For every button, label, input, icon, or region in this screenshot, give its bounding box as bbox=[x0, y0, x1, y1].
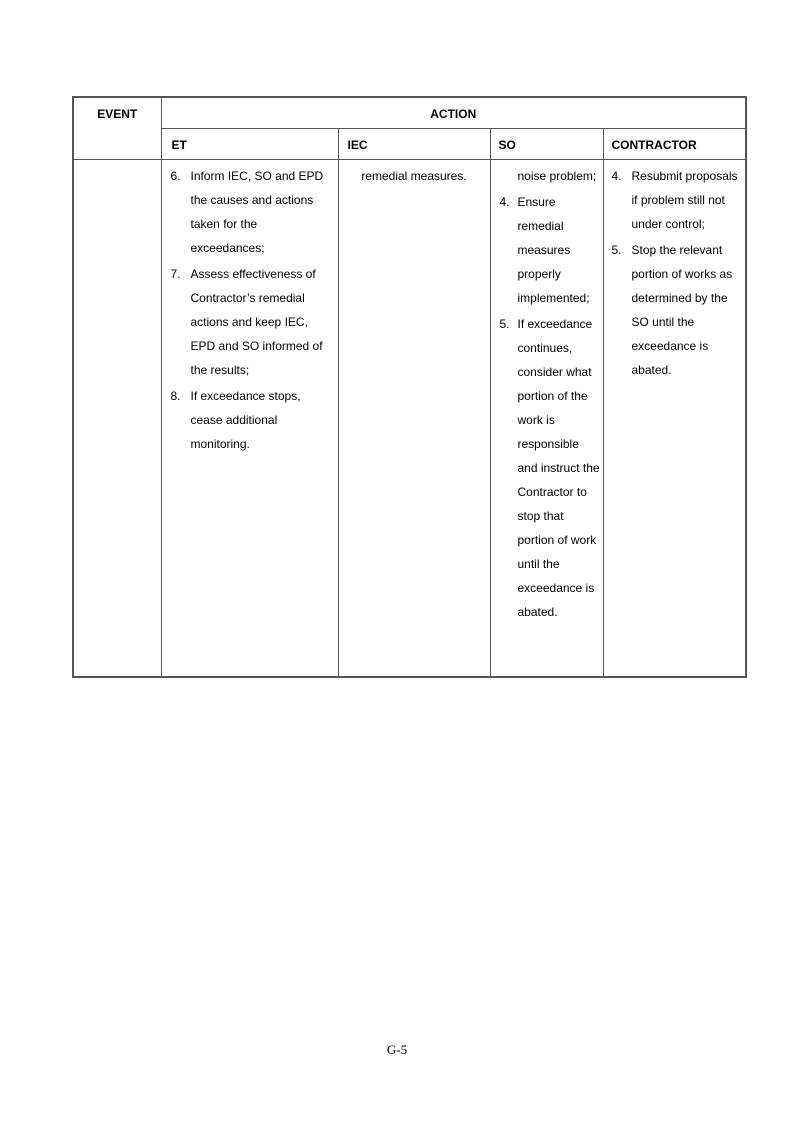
so-cell bbox=[490, 160, 603, 678]
contractor-item: 5. Stop the relevant portion of works as determined by the SO until the exceedance is abated. bbox=[611, 243, 733, 377]
header-iec: IEC bbox=[338, 129, 490, 160]
header-event: EVENT bbox=[73, 97, 161, 160]
et-item: 7. Assess effectiveness of Contractor’s remedial actions and keep IEC, EPD and SO informed of the results; bbox=[170, 267, 323, 377]
page-number: G-5 bbox=[386, 1042, 408, 1057]
header-so: SO bbox=[490, 129, 603, 160]
so-item: 5. If exceedance continues, consider what portion of the work is responsible and instruct the Contractor to stop that portion of work until the exceedance is abated. bbox=[499, 317, 600, 619]
contractor-cell bbox=[603, 160, 746, 678]
et-item: 6. Inform IEC, SO and EPD the causes and actions taken for the exceedances; bbox=[170, 169, 324, 255]
et-cell bbox=[161, 160, 338, 678]
contractor-item: 4. Resubmit proposals if problem still not under control; bbox=[611, 169, 738, 231]
event-cell bbox=[73, 160, 161, 678]
iec-cell: remedial measures. bbox=[338, 160, 490, 678]
et-item: 8. If exceedance stops, cease additional monitoring. bbox=[170, 389, 301, 451]
header-contractor: CONTRACTOR bbox=[603, 129, 746, 160]
header-action: ACTION bbox=[161, 97, 746, 129]
header-et: ET bbox=[161, 129, 338, 160]
action-plan-table bbox=[72, 96, 747, 678]
so-item: 4. Ensure remedial measures properly implemented; bbox=[499, 195, 590, 305]
so-item: noise problem; bbox=[517, 169, 597, 183]
